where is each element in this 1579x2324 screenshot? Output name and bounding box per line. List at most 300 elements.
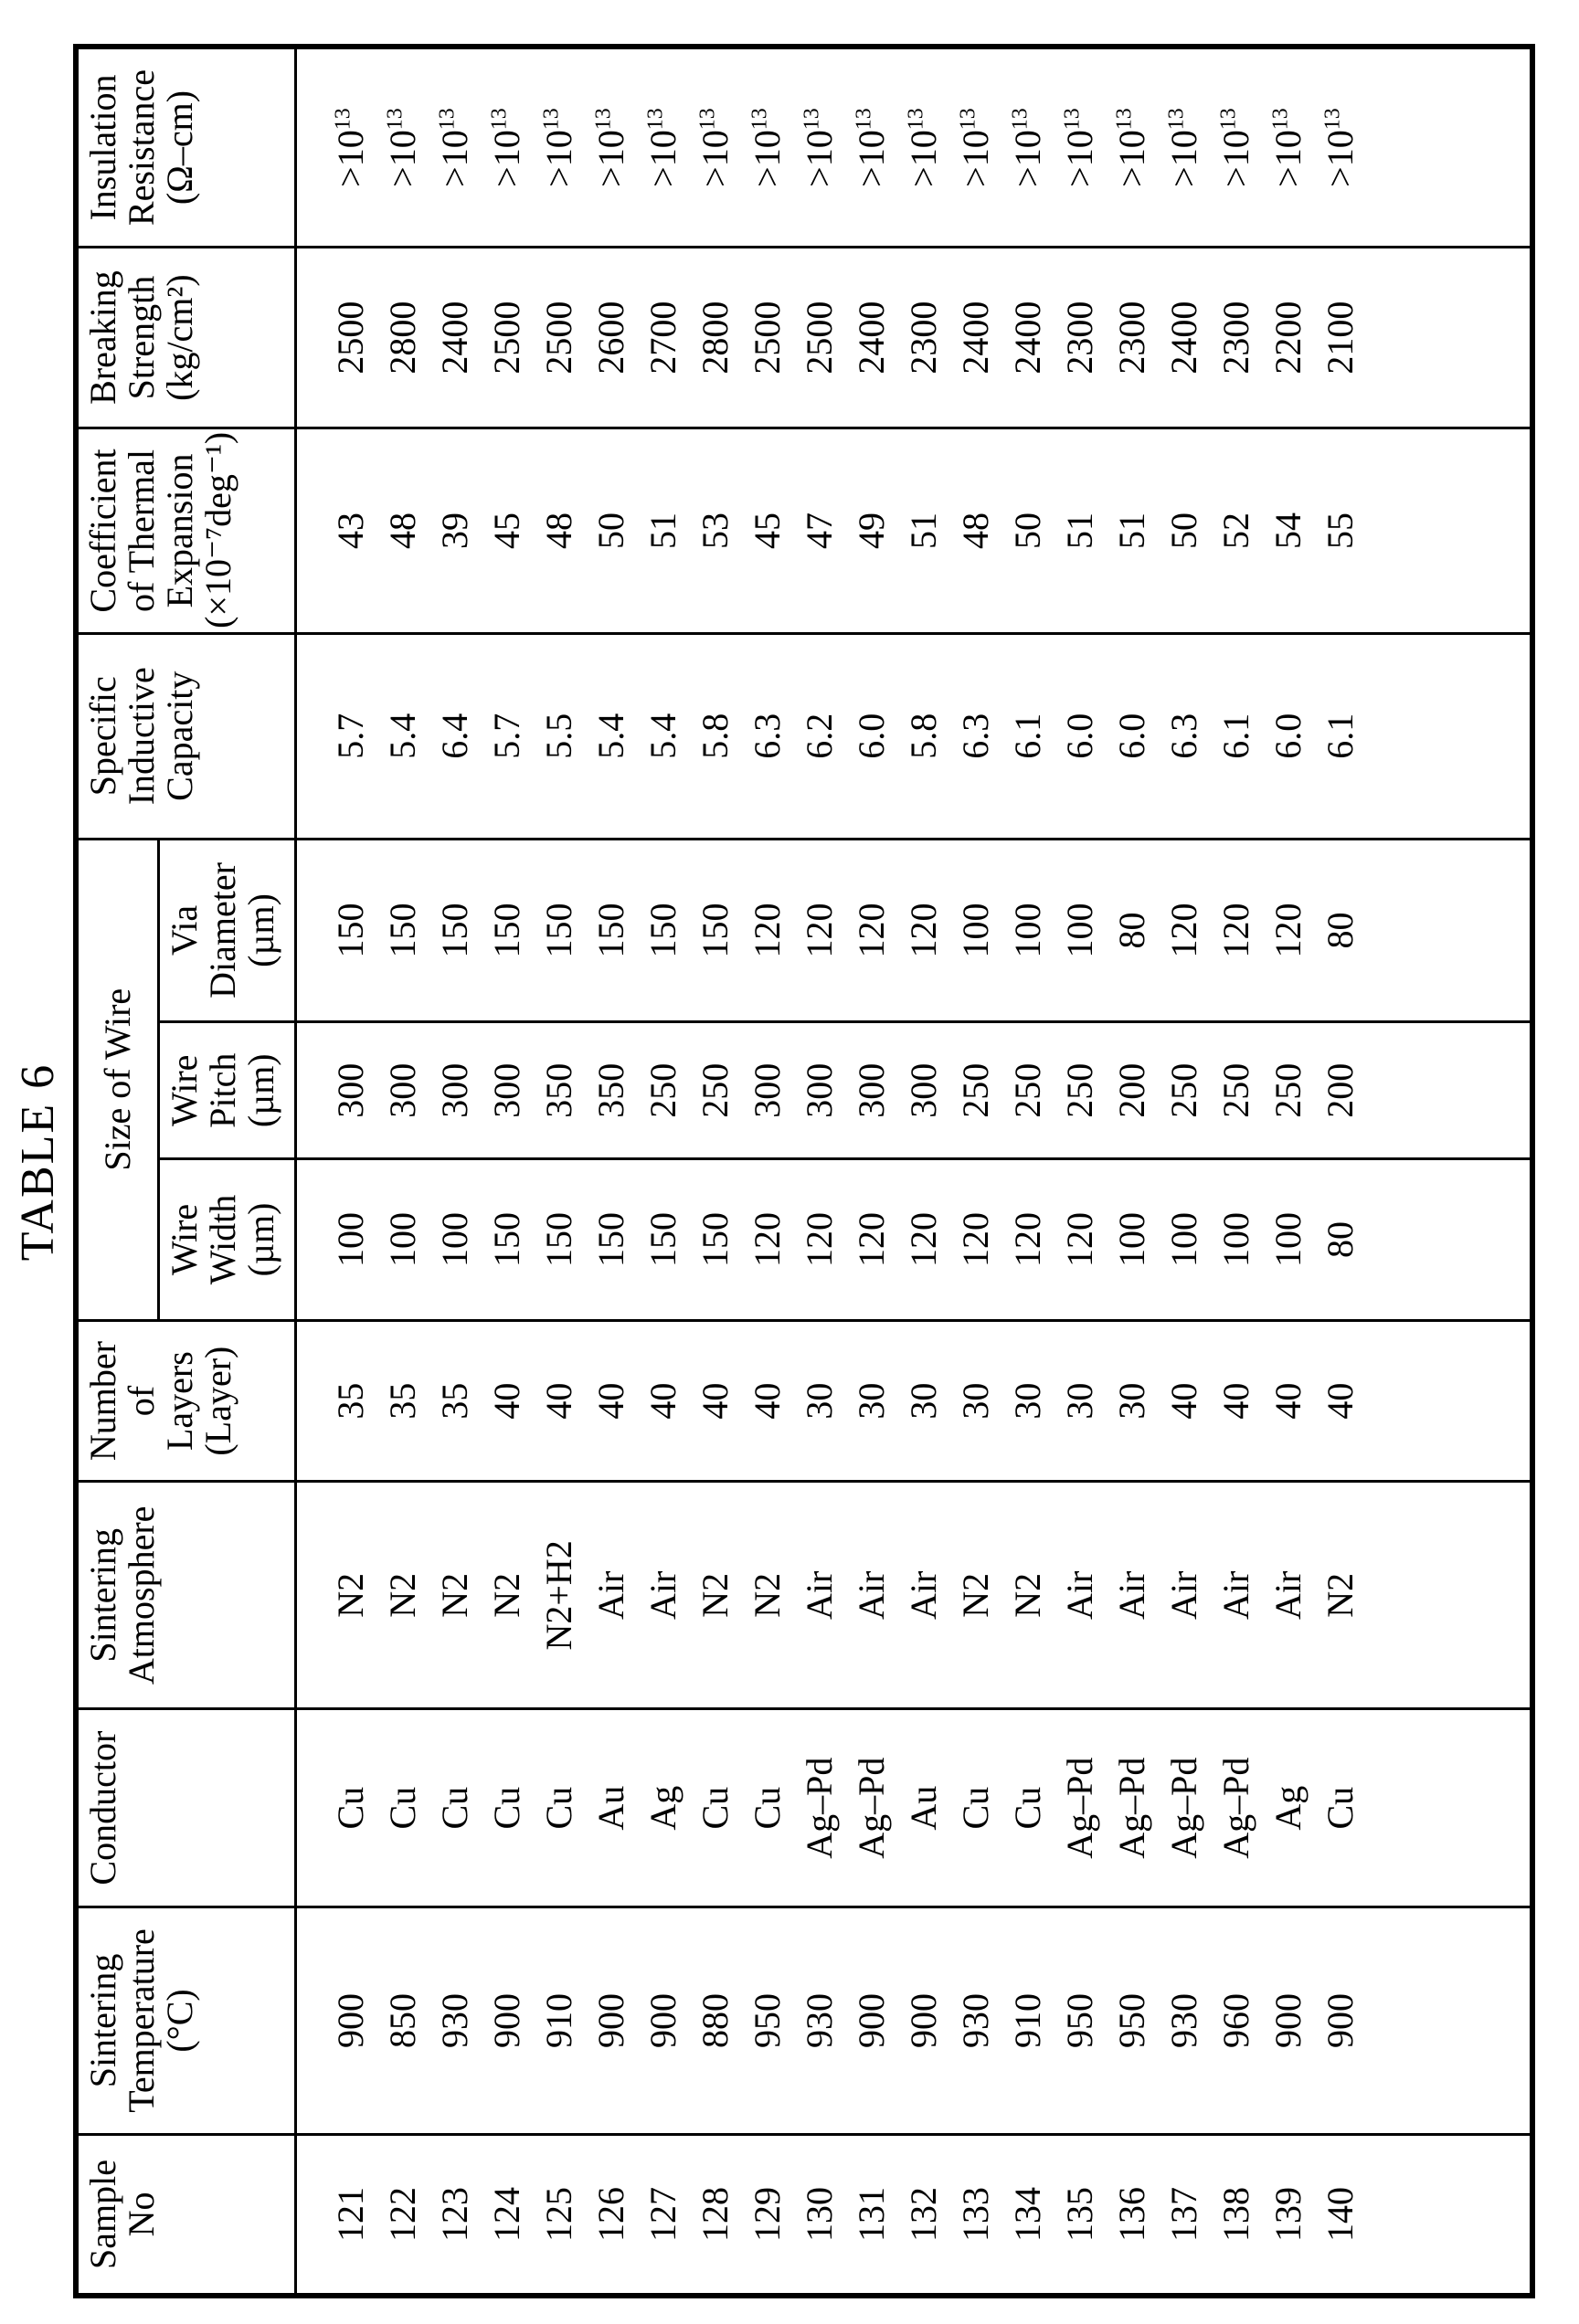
table-cell: 50 bbox=[1162, 512, 1204, 549]
table-cell: 125 bbox=[537, 2186, 579, 2242]
table-cell: Cu bbox=[433, 1786, 475, 1830]
table-cell: 250 bbox=[641, 1062, 684, 1118]
table-cell: 120 bbox=[954, 1212, 996, 1267]
table-cell: Air bbox=[641, 1570, 684, 1620]
table-cell: Air bbox=[902, 1570, 944, 1620]
table-cell: 2400 bbox=[850, 301, 892, 375]
table-cell: 300 bbox=[485, 1062, 527, 1118]
header-sintering-temperature bbox=[76, 1907, 295, 2135]
table-cell: 150 bbox=[537, 903, 579, 958]
table-cell: 960 bbox=[1214, 1992, 1256, 2048]
table-cell: 900 bbox=[485, 1992, 527, 2048]
header-sample-no bbox=[76, 2134, 295, 2296]
table-cell: 150 bbox=[641, 903, 684, 958]
table-cell: 250 bbox=[1214, 1062, 1256, 1118]
header-line: of bbox=[121, 1385, 162, 1417]
table-cell: 40 bbox=[589, 1382, 631, 1420]
table-cell: 40 bbox=[1214, 1382, 1256, 1420]
table-cell: 150 bbox=[537, 1212, 579, 1267]
table-cell: 300 bbox=[381, 1062, 423, 1118]
table-cell: 2400 bbox=[954, 301, 996, 375]
table-cell: 35 bbox=[329, 1382, 371, 1420]
table-cell: 900 bbox=[329, 1992, 371, 2048]
table-cell: Cu bbox=[954, 1786, 996, 1830]
header-line: Atmosphere bbox=[121, 1505, 162, 1685]
table-cell: 100 bbox=[1006, 903, 1048, 958]
table-cell: 2300 bbox=[1214, 301, 1256, 375]
table-cell: $>10^{13}$ bbox=[1058, 108, 1100, 187]
header-line: Expansion bbox=[159, 453, 200, 608]
column-wire-width bbox=[295, 1159, 1532, 1321]
column-sintering-temperature bbox=[295, 1907, 1532, 2135]
header-line: Strength bbox=[121, 275, 162, 400]
table-cell: Air bbox=[1058, 1570, 1100, 1620]
table-cell: 200 bbox=[1319, 1062, 1361, 1118]
table-cell: 2400 bbox=[1162, 301, 1204, 375]
header-line: Number bbox=[82, 1341, 123, 1462]
table-cell: 48 bbox=[954, 512, 996, 549]
table-cell: 150 bbox=[694, 1212, 736, 1267]
table-cell: $>10^{13}$ bbox=[641, 108, 684, 187]
table-cell: 2100 bbox=[1319, 301, 1361, 375]
table-cell: 930 bbox=[433, 1992, 475, 2048]
table-cell: 48 bbox=[537, 512, 579, 549]
table-cell: 250 bbox=[694, 1062, 736, 1118]
table-cell: 6.0 bbox=[1110, 713, 1152, 759]
header-line: Inductive bbox=[121, 667, 162, 806]
table-cell: 100 bbox=[1110, 1212, 1152, 1267]
header-breaking-strength bbox=[76, 248, 295, 428]
table-cell: 139 bbox=[1266, 2186, 1309, 2242]
table-cell: 43 bbox=[329, 512, 371, 549]
table-cell: 150 bbox=[381, 903, 423, 958]
table-cell: 49 bbox=[850, 512, 892, 549]
table-cell: 2400 bbox=[433, 301, 475, 375]
table-cell: 850 bbox=[381, 1992, 423, 2048]
table-cell: 100 bbox=[1162, 1212, 1204, 1267]
table-cell: 51 bbox=[902, 512, 944, 549]
table-cell: 123 bbox=[433, 2186, 475, 2242]
table-cell: $>10^{13}$ bbox=[954, 108, 996, 187]
table-cell: 80 bbox=[1110, 912, 1152, 949]
table-cell: 40 bbox=[537, 1382, 579, 1420]
column-specific-inductive-capacity bbox=[295, 633, 1532, 839]
header-insulation-resistance bbox=[76, 47, 295, 248]
table-cell: 135 bbox=[1058, 2186, 1100, 2242]
table-cell: 30 bbox=[1058, 1382, 1100, 1420]
header-wire-width bbox=[158, 1159, 295, 1321]
column-sintering-atmosphere bbox=[295, 1482, 1532, 1709]
table-cell: 6.0 bbox=[1058, 713, 1100, 759]
table-cell: 900 bbox=[850, 1992, 892, 2048]
table-cell: Air bbox=[1162, 1570, 1204, 1620]
table-cell: Cu bbox=[694, 1786, 736, 1830]
table-cell: 100 bbox=[1266, 1212, 1309, 1267]
header-line: Specific bbox=[82, 676, 123, 797]
table-cell: 120 bbox=[850, 903, 892, 958]
table-cell: 900 bbox=[1266, 1992, 1309, 2048]
table-cell: 350 bbox=[589, 1062, 631, 1118]
table-cell: 6.3 bbox=[746, 713, 788, 759]
table-cell: 300 bbox=[850, 1062, 892, 1118]
table-cell: 5.7 bbox=[329, 713, 371, 759]
column-wire-pitch bbox=[295, 1022, 1532, 1159]
table-cell: $>10^{13}$ bbox=[798, 108, 840, 187]
table-6 bbox=[73, 44, 1535, 2298]
table-cell: Cu bbox=[1006, 1786, 1048, 1830]
header-line: Breaking bbox=[82, 270, 123, 405]
header-coefficient-thermal-expansion bbox=[76, 428, 295, 634]
header-line: Coefficient bbox=[82, 449, 123, 613]
table-cell: 2800 bbox=[694, 301, 736, 375]
table-cell: 6.0 bbox=[1266, 713, 1309, 759]
table-cell: N2 bbox=[746, 1572, 788, 1618]
table-cell: 100 bbox=[329, 1212, 371, 1267]
table-cell: Air bbox=[1266, 1570, 1309, 1620]
table-cell: 300 bbox=[746, 1062, 788, 1118]
table-cell: 2300 bbox=[1058, 301, 1100, 375]
table-cell: 121 bbox=[329, 2186, 371, 2242]
table-cell: N2 bbox=[694, 1572, 736, 1618]
table-cell: 6.3 bbox=[1162, 713, 1204, 759]
table-cell: N2 bbox=[381, 1572, 423, 1618]
table-cell: 40 bbox=[485, 1382, 527, 1420]
table-cell: 47 bbox=[798, 512, 840, 549]
table-cell: Ag–Pd bbox=[1058, 1757, 1100, 1859]
table-cell: 134 bbox=[1006, 2186, 1048, 2242]
table-cell: 30 bbox=[798, 1382, 840, 1420]
table-cell: 150 bbox=[694, 903, 736, 958]
table-cell: 80 bbox=[1319, 912, 1361, 949]
table-cell: 120 bbox=[746, 903, 788, 958]
table-cell: 930 bbox=[954, 1992, 996, 2048]
table-cell: 45 bbox=[746, 512, 788, 549]
table-cell: 131 bbox=[850, 2186, 892, 2242]
header-wire-pitch bbox=[158, 1022, 295, 1159]
table-cell: 120 bbox=[1266, 903, 1309, 958]
table-cell: Cu bbox=[746, 1786, 788, 1830]
table-cell: 150 bbox=[641, 1212, 684, 1267]
table-cell: 120 bbox=[1006, 1212, 1048, 1267]
table-cell: 127 bbox=[641, 2186, 684, 2242]
table-cell: 129 bbox=[746, 2186, 788, 2242]
header-line: Sample bbox=[82, 2159, 123, 2269]
header-line: of Thermal bbox=[121, 449, 162, 613]
table-cell: 150 bbox=[589, 1212, 631, 1267]
table-cell: $>10^{13}$ bbox=[1110, 108, 1152, 187]
table-cell: $>10^{13}$ bbox=[1006, 108, 1048, 187]
table-cell: $>10^{13}$ bbox=[329, 108, 371, 187]
table-cell: N2+H2 bbox=[537, 1540, 579, 1651]
table-cell: 2500 bbox=[485, 301, 527, 375]
header-line: Wire bbox=[163, 1203, 205, 1276]
table-cell: 124 bbox=[485, 2186, 527, 2242]
table-container bbox=[73, 44, 1535, 2298]
column-coefficient-thermal-expansion bbox=[295, 428, 1532, 634]
table-cell: 300 bbox=[902, 1062, 944, 1118]
table-cell: 300 bbox=[329, 1062, 371, 1118]
header-line: Insulation bbox=[82, 74, 123, 221]
table-cell: 137 bbox=[1162, 2186, 1204, 2242]
table-cell: 40 bbox=[1266, 1382, 1309, 1420]
table-cell: Air bbox=[798, 1570, 840, 1620]
table-cell: 2300 bbox=[1110, 301, 1152, 375]
table-cell: 150 bbox=[589, 903, 631, 958]
table-cell: $>10^{13}$ bbox=[537, 108, 579, 187]
table-cell: Cu bbox=[537, 1786, 579, 1830]
table-cell: 2300 bbox=[902, 301, 944, 375]
table-cell: N2 bbox=[485, 1572, 527, 1618]
table-cell: 900 bbox=[589, 1992, 631, 2048]
table-cell: $>10^{13}$ bbox=[1162, 108, 1204, 187]
table-cell: 250 bbox=[1266, 1062, 1309, 1118]
table-cell: $>10^{13}$ bbox=[694, 108, 736, 187]
table-cell: 50 bbox=[589, 512, 631, 549]
column-via-diameter bbox=[295, 839, 1532, 1022]
table-cell: Ag–Pd bbox=[850, 1757, 892, 1859]
table-cell: 40 bbox=[694, 1382, 736, 1420]
table-cell: 120 bbox=[1058, 1212, 1100, 1267]
table-cell: 133 bbox=[954, 2186, 996, 2242]
table-cell: 30 bbox=[850, 1382, 892, 1420]
table-cell: N2 bbox=[329, 1572, 371, 1618]
table-cell: 100 bbox=[433, 1212, 475, 1267]
header-line: (°C) bbox=[159, 1989, 200, 2053]
header-sintering-atmosphere bbox=[76, 1482, 295, 1709]
table-cell: 52 bbox=[1214, 512, 1256, 549]
table-cell: 910 bbox=[537, 1992, 579, 2048]
table-cell: $>10^{13}$ bbox=[381, 108, 423, 187]
table-cell: 120 bbox=[1214, 903, 1256, 958]
table-cell: $>10^{13}$ bbox=[433, 108, 475, 187]
table-cell: 350 bbox=[537, 1062, 579, 1118]
table-cell: 6.1 bbox=[1214, 713, 1256, 759]
table-cell: 5.7 bbox=[485, 713, 527, 759]
table-cell: N2 bbox=[954, 1572, 996, 1618]
table-cell: 150 bbox=[433, 903, 475, 958]
table-cell: $>10^{13}$ bbox=[1214, 108, 1256, 187]
header-line: Via bbox=[163, 904, 205, 956]
table-cell: 2600 bbox=[589, 301, 631, 375]
table-cell: 2500 bbox=[798, 301, 840, 375]
table-cell: Ag bbox=[1266, 1785, 1309, 1831]
header-line: (µm) bbox=[239, 1202, 281, 1277]
table-title: TABLE 6 bbox=[12, 1062, 64, 1262]
table-cell: 51 bbox=[1058, 512, 1100, 549]
table-cell: $>10^{13}$ bbox=[850, 108, 892, 187]
header-line: Resistance bbox=[121, 69, 162, 227]
header-line: Sintering bbox=[82, 1528, 123, 1663]
table-cell: 2700 bbox=[641, 301, 684, 375]
table-cell: 126 bbox=[589, 2186, 631, 2242]
table-cell: 120 bbox=[746, 1212, 788, 1267]
table-cell: 250 bbox=[954, 1062, 996, 1118]
table-cell: 2800 bbox=[381, 301, 423, 375]
table-cell: 950 bbox=[746, 1992, 788, 2048]
table-cell: $>10^{13}$ bbox=[902, 108, 944, 187]
table-cell: 138 bbox=[1214, 2186, 1256, 2242]
header-line: (µm) bbox=[239, 893, 281, 967]
table-cell: 250 bbox=[1006, 1062, 1048, 1118]
table-cell: 930 bbox=[798, 1992, 840, 2048]
table-cell: 930 bbox=[1162, 1992, 1204, 2048]
table-cell: 40 bbox=[641, 1382, 684, 1420]
table-cell: 900 bbox=[641, 1992, 684, 2048]
table-cell: Air bbox=[1214, 1570, 1256, 1620]
table-cell: 136 bbox=[1110, 2186, 1152, 2242]
table-cell: 50 bbox=[1006, 512, 1048, 549]
table-cell: 53 bbox=[694, 512, 736, 549]
table-cell: 300 bbox=[798, 1062, 840, 1118]
table-cell: 250 bbox=[1058, 1062, 1100, 1118]
header-line: (Ω–cm) bbox=[159, 90, 200, 206]
header-line: (kg/cm²) bbox=[159, 274, 200, 401]
table-cell: 100 bbox=[1058, 903, 1100, 958]
header-line: Sintering bbox=[82, 1953, 123, 2088]
table-cell: 2500 bbox=[746, 301, 788, 375]
table-cell: 120 bbox=[902, 903, 944, 958]
header-line: Wire bbox=[163, 1054, 205, 1126]
table-cell: 30 bbox=[1006, 1382, 1048, 1420]
table-cell: 40 bbox=[1319, 1382, 1361, 1420]
column-insulation-resistance bbox=[295, 47, 1532, 248]
table-cell: 950 bbox=[1058, 1992, 1100, 2048]
table-cell: 2400 bbox=[1006, 301, 1048, 375]
table-cell: 5.4 bbox=[381, 713, 423, 759]
table-cell: 100 bbox=[954, 903, 996, 958]
table-cell: Air bbox=[1110, 1570, 1152, 1620]
table-cell: 5.8 bbox=[694, 713, 736, 759]
table-cell: $>10^{13}$ bbox=[1266, 108, 1309, 187]
table-cell: $>10^{13}$ bbox=[746, 108, 788, 187]
table-cell: 6.3 bbox=[954, 713, 996, 759]
table-cell: 6.4 bbox=[433, 713, 475, 759]
table-cell: 132 bbox=[902, 2186, 944, 2242]
header-via-diameter bbox=[158, 839, 295, 1022]
table-cell: 5.4 bbox=[589, 713, 631, 759]
table-cell: 150 bbox=[485, 903, 527, 958]
header-line: Diameter bbox=[201, 862, 243, 998]
table-cell: 40 bbox=[1162, 1382, 1204, 1420]
table-cell: N2 bbox=[433, 1572, 475, 1618]
table-cell: 120 bbox=[798, 1212, 840, 1267]
header-specific-inductive-capacity bbox=[76, 633, 295, 839]
table-cell: 5.8 bbox=[902, 713, 944, 759]
table-cell: 120 bbox=[902, 1212, 944, 1267]
column-conductor bbox=[295, 1709, 1532, 1907]
table-cell: 100 bbox=[1214, 1212, 1256, 1267]
table-cell: 140 bbox=[1319, 2186, 1361, 2242]
table-cell: 900 bbox=[1319, 1992, 1361, 2048]
table-cell: Cu bbox=[381, 1786, 423, 1830]
header-line: Capacity bbox=[159, 671, 200, 801]
table-cell: 40 bbox=[746, 1382, 788, 1420]
table-cell: 35 bbox=[433, 1382, 475, 1420]
table-cell: 48 bbox=[381, 512, 423, 549]
header-line: Conductor bbox=[82, 1730, 123, 1886]
table-cell: Ag–Pd bbox=[1110, 1757, 1152, 1859]
table-cell: 6.1 bbox=[1319, 713, 1361, 759]
table-cell: 45 bbox=[485, 512, 527, 549]
table-cell: 5.5 bbox=[537, 713, 579, 759]
table-cell: 880 bbox=[694, 1992, 736, 2048]
table-cell: Ag–Pd bbox=[1162, 1757, 1204, 1859]
table-cell: 30 bbox=[954, 1382, 996, 1420]
column-number-of-layers bbox=[295, 1320, 1532, 1482]
column-breaking-strength bbox=[295, 248, 1532, 428]
table-cell: 80 bbox=[1319, 1221, 1361, 1258]
table-cell: $>10^{13}$ bbox=[485, 108, 527, 187]
header-size-of-wire: Size of Wire bbox=[76, 839, 158, 1320]
table-cell: 35 bbox=[381, 1382, 423, 1420]
table-cell: 2200 bbox=[1266, 301, 1309, 375]
table-cell: Cu bbox=[329, 1786, 371, 1830]
table-cell: 2500 bbox=[537, 301, 579, 375]
table-cell: N2 bbox=[1319, 1572, 1361, 1618]
table-cell: Air bbox=[850, 1570, 892, 1620]
table-cell: Ag–Pd bbox=[1214, 1757, 1256, 1859]
table-cell: 200 bbox=[1110, 1062, 1152, 1118]
header-line: Temperature bbox=[121, 1928, 162, 2113]
table-cell: 130 bbox=[798, 2186, 840, 2242]
table-cell: 120 bbox=[850, 1212, 892, 1267]
table-cell: 100 bbox=[381, 1212, 423, 1267]
table-cell: 120 bbox=[798, 903, 840, 958]
header-line: No bbox=[121, 2192, 162, 2237]
table-cell: 128 bbox=[694, 2186, 736, 2242]
table-cell: 120 bbox=[1162, 903, 1204, 958]
table-cell: 150 bbox=[329, 903, 371, 958]
column-sample-no bbox=[295, 2134, 1532, 2296]
table-cell: $>10^{13}$ bbox=[1319, 108, 1361, 187]
header-line: (Layer) bbox=[197, 1346, 238, 1456]
table-cell: 39 bbox=[433, 512, 475, 549]
table-cell: 51 bbox=[1110, 512, 1152, 549]
table-cell: 910 bbox=[1006, 1992, 1048, 2048]
table-cell: N2 bbox=[1006, 1572, 1048, 1618]
table-cell: 950 bbox=[1110, 1992, 1152, 2048]
header-line: Layers bbox=[159, 1351, 200, 1452]
table-cell: 250 bbox=[1162, 1062, 1204, 1118]
table-cell: 54 bbox=[1266, 512, 1309, 549]
header-number-of-layers bbox=[76, 1320, 295, 1482]
table-cell: 30 bbox=[902, 1382, 944, 1420]
table-cell: 122 bbox=[381, 2186, 423, 2242]
header-line: Width bbox=[201, 1194, 243, 1285]
header-line: (×10⁻⁷deg⁻¹) bbox=[197, 431, 238, 629]
table-cell: 900 bbox=[902, 1992, 944, 2048]
table-cell: 150 bbox=[485, 1212, 527, 1267]
header-line: (µm) bbox=[239, 1053, 281, 1128]
table-cell: 6.0 bbox=[850, 713, 892, 759]
table-cell: Cu bbox=[1319, 1786, 1361, 1830]
table-cell: Au bbox=[902, 1785, 944, 1831]
table-cell: 5.4 bbox=[641, 713, 684, 759]
table-cell: 55 bbox=[1319, 512, 1361, 549]
table-cell: 51 bbox=[641, 512, 684, 549]
table-cell: $>10^{13}$ bbox=[589, 108, 631, 187]
table-cell: 30 bbox=[1110, 1382, 1152, 1420]
table-cell: Ag–Pd bbox=[798, 1757, 840, 1859]
table-cell: 2500 bbox=[329, 301, 371, 375]
table-cell: Au bbox=[589, 1785, 631, 1831]
table-cell: 6.2 bbox=[798, 713, 840, 759]
header-line: Pitch bbox=[201, 1052, 243, 1128]
table-cell: Ag bbox=[641, 1785, 684, 1831]
table-cell: Cu bbox=[485, 1786, 527, 1830]
table-cell: 300 bbox=[433, 1062, 475, 1118]
header-conductor bbox=[76, 1709, 295, 1907]
